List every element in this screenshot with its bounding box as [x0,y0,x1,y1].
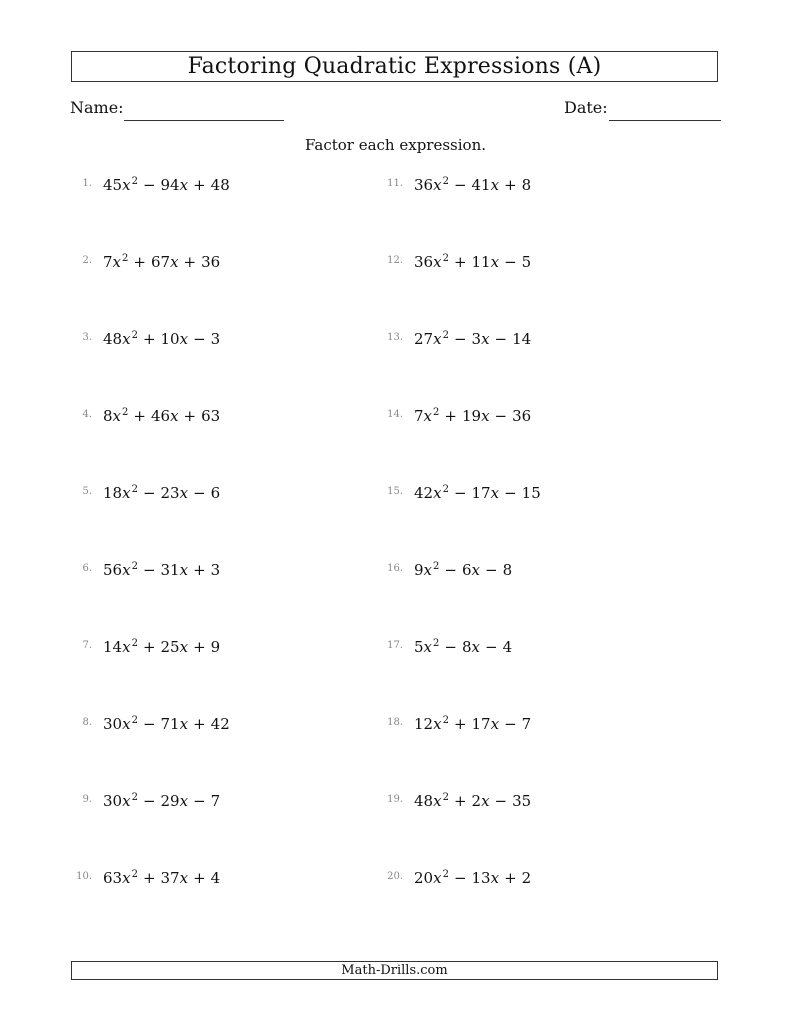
variable: x [433,176,442,194]
operator: − [193,792,206,810]
problem-expression [414,252,531,272]
date-blank-line [609,120,721,121]
operator: + [133,407,146,425]
operator: − [142,484,156,502]
operator: + [193,715,206,733]
operator: − [494,407,508,425]
operator: − [504,484,517,502]
operator: + [142,330,156,348]
coefficient-a: 36 [414,176,434,194]
coefficient-b-digits: 13 [471,869,491,887]
problem-number: 3. [82,332,92,343]
coefficient-a: 48 [414,792,434,810]
operator: + [133,253,146,271]
constant-c: 36 [512,407,532,425]
coefficient-b-digits: 67 [150,253,171,271]
coefficient-a: 7 [414,407,424,425]
constant-c: 63 [201,407,221,425]
operator: + [504,176,517,194]
exponent: 2 [433,407,440,418]
coefficient-b-digits: 2 [471,792,482,810]
coefficient-b [472,330,490,348]
coefficient-a: 18 [103,484,123,502]
coefficient-a: 36 [414,253,434,271]
variable: x [433,330,442,348]
variable: x [122,638,131,656]
operator: + [193,561,206,579]
constant-c: 5 [521,253,532,271]
problem-number: 19. [387,794,403,805]
coefficient-a: 9 [414,561,424,579]
coefficient-a: 20 [414,869,434,887]
exponent: 2 [442,176,449,187]
operator: − [193,330,206,348]
problem-number: 1. [82,178,92,189]
operator: − [453,176,467,194]
constant-c: 2 [521,869,532,887]
variable: x [471,561,480,579]
variable: x [481,407,490,425]
coefficient-a: 5 [414,638,424,656]
variable: x [179,715,189,733]
coefficient-a: 63 [103,869,123,887]
problem-item [0,252,791,272]
problem-item [0,637,791,657]
operator: − [484,561,498,579]
operator: + [183,253,197,271]
problem-expression [414,714,531,734]
coefficient-b-digits: 17 [471,484,491,502]
operator: + [142,869,156,887]
name-label: Name: [70,98,124,117]
problem-number: 7. [82,640,92,651]
exponent: 2 [131,484,138,495]
variable: x [433,484,442,502]
variable: x [433,792,442,810]
constant-c: 14 [512,330,532,348]
exponent: 2 [131,715,138,726]
operator: − [444,561,457,579]
exponent: 2 [122,253,129,264]
constant-c: 6 [210,484,221,502]
operator: + [193,176,206,194]
coefficient-a: 7 [103,253,113,271]
exponent: 2 [442,715,449,726]
coefficient-b-digits: 19 [461,407,482,425]
problem-item [0,406,791,426]
constant-c: 8 [521,176,532,194]
problem-number: 8. [82,717,92,728]
constant-c: 8 [502,561,513,579]
coefficient-a: 12 [414,715,434,733]
coefficient-b-digits: 23 [160,484,180,502]
coefficient-a: 8 [103,407,113,425]
operator: + [453,792,467,810]
coefficient-b-digits: 25 [160,638,180,656]
constant-c: 7 [521,715,532,733]
coefficient-a: 48 [103,330,123,348]
variable: x [122,176,131,194]
operator: − [142,561,156,579]
exponent: 2 [131,561,138,572]
variable: x [179,176,189,194]
variable: x [179,484,189,502]
variable: x [481,330,490,348]
variable: x [179,792,189,810]
variable: x [122,484,131,502]
variable: x [170,407,179,425]
coefficient-b-digits: 94 [160,176,180,194]
problem-item [0,175,791,195]
operator: − [504,253,517,271]
problem-number: 6. [82,563,92,574]
exponent: 2 [433,561,440,572]
problem-number: 20. [387,871,403,882]
problem-expression [414,329,531,349]
exponent: 2 [131,330,138,341]
problem-number: 4. [82,409,92,420]
coefficient-b [462,638,480,656]
operator: + [193,869,206,887]
operator: − [453,484,467,502]
variable: x [179,869,189,887]
variable: x [490,869,500,887]
coefficient-b-digits: 17 [471,715,491,733]
operator: − [504,715,517,733]
constant-c: 3 [210,330,221,348]
problem-expression [414,406,531,426]
problem-item [0,714,791,734]
variable: x [179,638,189,656]
variable: x [490,484,500,502]
exponent: 2 [433,638,440,649]
problem-expression [414,637,512,657]
worksheet-title: Factoring Quadratic Expressions (A) [71,51,718,82]
problem-number: 18. [387,717,403,728]
variable: x [122,330,131,348]
problem-item [0,868,791,888]
exponent: 2 [131,792,138,803]
problem-number: 14. [387,409,403,420]
coefficient-b-digits: 8 [461,638,472,656]
variable: x [471,638,480,656]
operator: − [142,792,156,810]
name-blank-line [124,120,284,121]
coefficient-b-digits: 37 [160,869,180,887]
coefficient-a: 45 [103,176,123,194]
problem-expression [414,560,512,580]
problem-number: 12. [387,255,403,266]
coefficient-a: 30 [103,715,123,733]
problem-item [0,329,791,349]
exponent: 2 [131,638,138,649]
footer-credit: Math-Drills.com [71,961,718,980]
problem-item [0,791,791,811]
operator: − [142,715,156,733]
problem-expression [414,175,531,195]
coefficient-b [472,869,500,887]
coefficient-a: 27 [414,330,434,348]
operator: − [453,330,467,348]
variable: x [179,330,189,348]
problem-number: 9. [82,794,92,805]
problem-number: 10. [76,871,92,882]
variable: x [433,869,442,887]
coefficient-b-digits: 10 [160,330,180,348]
variable: x [122,561,131,579]
problem-expression [414,791,531,811]
coefficient-b [472,792,490,810]
problem-item [0,560,791,580]
coefficient-b-digits: 31 [160,561,180,579]
constant-c: 7 [210,792,221,810]
coefficient-b [472,484,500,502]
coefficient-b-digits: 3 [471,330,482,348]
operator: + [444,407,457,425]
variable: x [490,253,500,271]
operator: − [453,869,467,887]
coefficient-a: 14 [103,638,123,656]
exponent: 2 [131,176,138,187]
exponent: 2 [442,484,449,495]
variable: x [122,869,131,887]
problem-item [0,483,791,503]
operator: − [193,484,206,502]
coefficient-b [462,561,480,579]
variable: x [112,407,122,425]
variable: x [423,638,433,656]
operator: − [484,638,498,656]
operator: − [494,792,508,810]
exponent: 2 [442,792,449,803]
operator: − [444,638,457,656]
constant-c: 15 [521,484,541,502]
constant-c: 9 [210,638,221,656]
coefficient-b-digits: 71 [160,715,180,733]
variable: x [423,561,433,579]
variable: x [423,407,433,425]
coefficient-a: 30 [103,792,123,810]
operator: − [494,330,508,348]
coefficient-b [472,715,500,733]
constant-c: 42 [210,715,230,733]
coefficient-a: 56 [103,561,123,579]
constant-c: 35 [512,792,532,810]
operator: + [193,638,206,656]
problem-expression [414,868,531,888]
operator: + [453,715,467,733]
operator: + [142,638,156,656]
operator: + [453,253,467,271]
exponent: 2 [442,253,449,264]
problem-number: 16. [387,563,403,574]
problem-number: 17. [387,640,403,651]
operator: + [504,869,517,887]
coefficient-b [462,407,490,425]
problem-number: 5. [82,486,92,497]
coefficient-b-digits: 46 [150,407,171,425]
constant-c: 36 [201,253,221,271]
exponent: 2 [122,407,129,418]
constant-c: 48 [210,176,230,194]
variable: x [490,176,500,194]
constant-c: 4 [210,869,221,887]
coefficient-b [472,253,500,271]
variable: x [179,561,189,579]
variable: x [122,792,131,810]
problem-number: 13. [387,332,403,343]
exponent: 2 [131,869,138,880]
variable: x [481,792,490,810]
problem-expression [414,483,541,503]
constant-c: 4 [502,638,513,656]
exponent: 2 [442,869,449,880]
instructions: Factor each expression. [304,136,487,154]
coefficient-a: 42 [414,484,434,502]
variable: x [433,715,442,733]
variable: x [122,715,131,733]
coefficient-b-digits: 29 [160,792,180,810]
operator: − [142,176,156,194]
problem-number: 2. [82,255,92,266]
variable: x [433,253,442,271]
coefficient-b-digits: 11 [471,253,491,271]
problem-number: 15. [387,486,403,497]
variable: x [170,253,179,271]
problem-number: 11. [387,178,403,189]
coefficient-b [472,176,500,194]
date-label: Date: [564,98,608,117]
operator: + [183,407,197,425]
coefficient-b-digits: 6 [461,561,472,579]
exponent: 2 [442,330,449,341]
variable: x [490,715,500,733]
constant-c: 3 [210,561,221,579]
variable: x [112,253,122,271]
coefficient-b-digits: 41 [471,176,491,194]
